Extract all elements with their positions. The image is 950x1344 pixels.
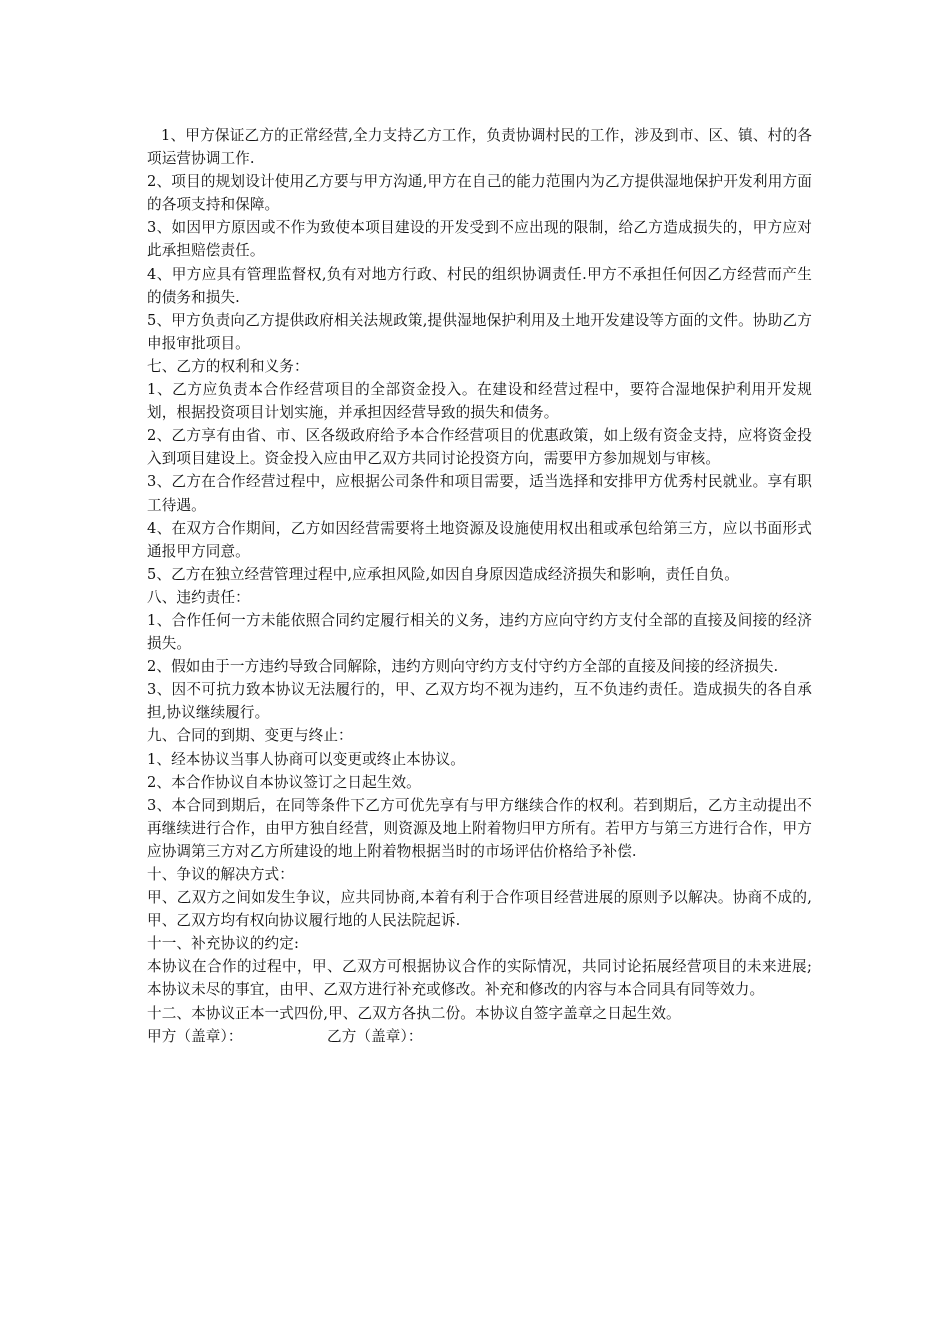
clause-8-3: 3、因不可抗力致本协议无法履行的，甲、乙双方均不视为违约，互不负违约责任。造成损失的各自承担,协议继续履行。 xyxy=(147,681,812,722)
clause-7-3: 3、乙方在合作经营过程中，应根据公司条件和项目需要，适当选择和安排甲方优秀村民就业。享有职工待遇。 xyxy=(147,473,812,514)
clause-6-4: 4、甲方应具有管理监督权,负有对地方行政、村民的组织协调责任.甲方不承担任何因乙方经营而产生的债务和损失. xyxy=(147,265,812,306)
clause-9-2: 2、本合作协议自本协议签订之日起生效。 xyxy=(147,773,421,791)
section-heading-12: 十二、本协议正本一式四份,甲、乙双方各执二份。本协议自签字盖章之日起生效。 xyxy=(147,1004,681,1022)
clause-7-1: 1、乙方应负责本合作经营项目的全部资金投入。在建设和经营过程中，要符合湿地保护利用开发规划，根据投资项目计划实施，并承担因经营导致的损失和债务。 xyxy=(147,381,812,422)
section-heading-7: 七、乙方的权利和义务： xyxy=(147,357,309,375)
section-heading-9: 九、合同的到期、变更与终止： xyxy=(147,727,353,745)
clause-8-2: 2、假如由于一方违约导致合同解除，违约方则向守约方支付守约方全部的直接及间接的经济损失. xyxy=(147,658,779,676)
clause-9-3: 3、本合同到期后，在同等条件下乙方可优先享有与甲方继续合作的权利。若到期后，乙方主动提出不再继续进行合作，由甲方独自经营，则资源及地上附着物归甲方所有。若甲方与第三方进行合作，甲方应协调第三方对乙方所建设的地上附着物根据当时的市场评估价格给予补偿. xyxy=(147,796,812,860)
document-body xyxy=(147,124,812,1048)
clause-6-1: 1、甲方保证乙方的正常经营,全力支持乙方工作，负责协调村民的工作，涉及到市、区、镇、村的各项运营协调工作. xyxy=(147,127,812,168)
party-b-seal-label: 乙方（盖章）： xyxy=(327,1027,423,1045)
clause-7-2: 2、乙方享有由省、市、区各级政府给予本合作经营项目的优惠政策，如上级有资金支持，应将资金投入到项目建设上。资金投入应由甲乙双方共同讨论投资方向，需要甲方参加规划与审核。 xyxy=(147,427,812,468)
clause-6-5: 5、甲方负责向乙方提供政府相关法规政策,提供湿地保护利用及土地开发建设等方面的文件。协助乙方申报审批项目。 xyxy=(147,311,812,352)
clause-11-body: 本协议在合作的过程中，甲、乙双方可根据协议合作的实际情况，共同讨论拓展经营项目的未来进展;本协议未尽的事宜，由甲、乙双方进行补充或修改。补充和修改的内容与本合同具有同等效力。 xyxy=(147,958,812,999)
section-heading-8: 八、违约责任： xyxy=(147,588,250,606)
clause-7-4: 4、在双方合作期间，乙方如因经营需要将土地资源及设施使用权出租或承包给第三方，应以书面形式通报甲方同意。 xyxy=(147,519,812,560)
section-heading-11: 十一、补充协议的约定: xyxy=(147,935,299,953)
clause-6-2: 2、项目的规划设计使用乙方要与甲方沟通,甲方在自己的能力范围内为乙方提供湿地保护开发利用方面的各项支持和保障。 xyxy=(147,173,812,214)
clause-7-5: 5、乙方在独立经营管理过程中,应承担风险,如因自身原因造成经济损失和影响，责任自负。 xyxy=(147,565,739,583)
clause-8-1: 1、合作任何一方未能依照合同约定履行相关的义务，违约方应向守约方支付全部的直接及间接的经济损失。 xyxy=(147,611,812,653)
signature-row xyxy=(147,1025,812,1048)
clause-10-body: 甲、乙双方之间如发生争议，应共同协商,本着有利于合作项目经营进展的原则予以解决。协商不成的,甲、乙双方均有权向协议履行地的人民法院起诉. xyxy=(147,889,812,930)
clause-6-3: 3、如因甲方原因或不作为致使本项目建设的开发受到不应出现的限制，给乙方造成损失的，甲方应对此承担赔偿责任。 xyxy=(147,219,812,260)
section-heading-10: 十、争议的解决方式： xyxy=(147,866,294,883)
clause-9-1: 1、经本协议当事人协商可以变更或终止本协议。 xyxy=(147,750,465,768)
party-a-seal-label: 甲方（盖章）： xyxy=(147,1027,243,1045)
